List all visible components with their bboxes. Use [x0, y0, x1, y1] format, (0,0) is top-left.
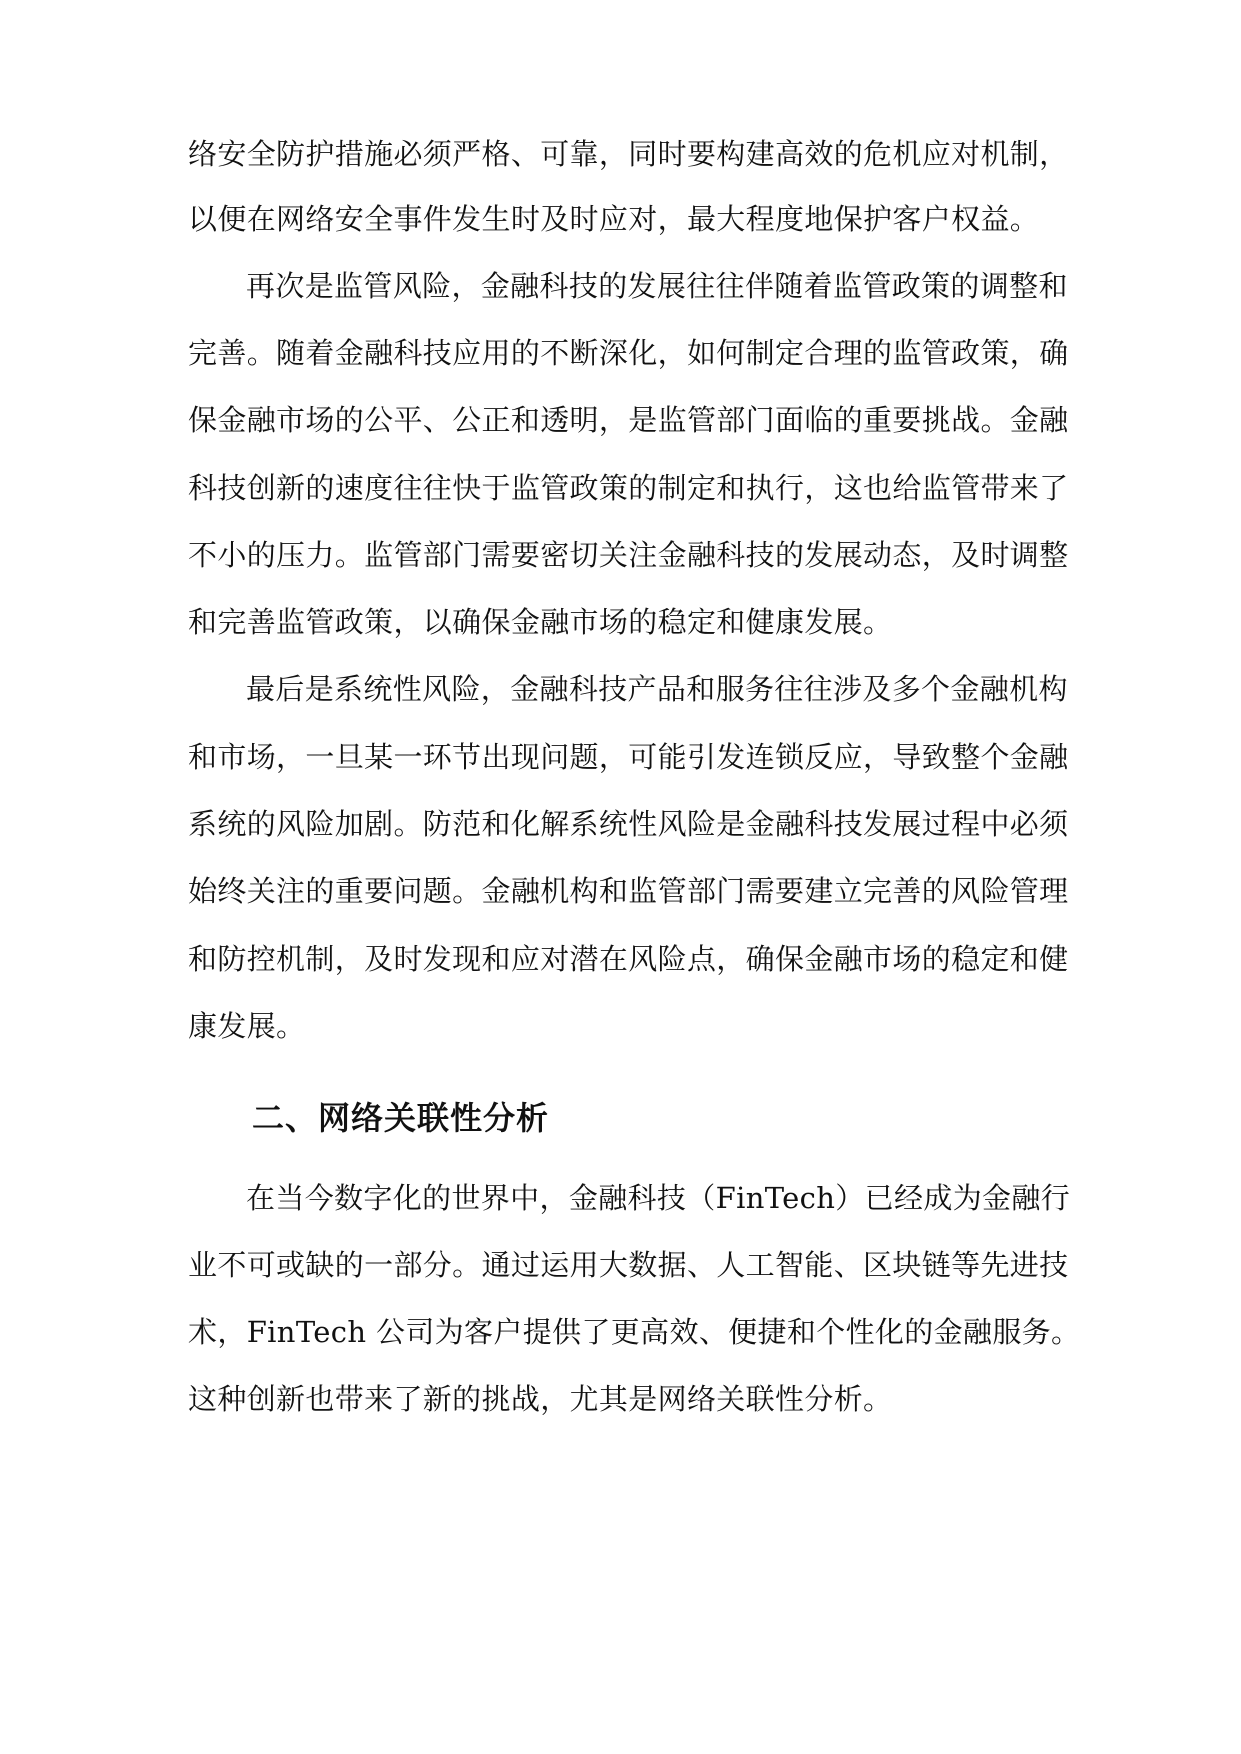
para3-line3: 系统的风险加剧。防范和化解系统性风险是金融科技发展过程中必须 [188, 807, 1069, 841]
para3-line5: 和防控机制，及时发现和应对潜在风险点，确保金融市场的稳定和健 [188, 942, 1069, 976]
para4-line4: 这种创新也带来了新的挑战，尤其是网络关联性分析。 [188, 1382, 893, 1416]
para2-line3: 保金融市场的公平、公正和透明，是监管部门面临的重要挑战。金融 [188, 403, 1069, 437]
para4-line1: 在当今数字化的世界中，金融科技（FinTech）已经成为金融行 [246, 1181, 1071, 1215]
para1-line1: 络安全防护措施必须严格、可靠，同时要构建高效的危机应对机制， [188, 137, 1069, 171]
para3-line4: 始终关注的重要问题。金融机构和监管部门需要建立完善的风险管理 [188, 874, 1069, 908]
para2-line1: 再次是监管风险，金融科技的发展往往伴随着监管政策的调整和 [246, 269, 1068, 303]
para3-line1: 最后是系统性风险，金融科技产品和服务往往涉及多个金融机构 [246, 672, 1068, 706]
para3-line2: 和市场，一旦某一环节出现问题，可能引发连锁反应，导致整个金融 [188, 740, 1069, 774]
para2-line4: 科技创新的速度往往快于监管政策的制定和执行，这也给监管带来了 [188, 471, 1069, 505]
para4-line2: 业不可或缺的一部分。通过运用大数据、人工智能、区块链等先进技 [188, 1248, 1069, 1282]
para4-line3: 术，FinTech 公司为客户提供了更高效、便捷和个性化的金融服务。 [188, 1315, 1081, 1349]
para2-line6: 和完善监管政策，以确保金融市场的稳定和健康发展。 [188, 605, 893, 639]
para3-line6: 康发展。 [188, 1009, 306, 1043]
section-heading: 二、网络关联性分析 [252, 1099, 550, 1137]
para2-line2: 完善。随着金融科技应用的不断深化，如何制定合理的监管政策，确 [188, 336, 1069, 370]
para1-line2: 以便在网络安全事件发生时及时应对，最大程度地保护客户权益。 [188, 202, 1040, 236]
para2-line5: 不小的压力。监管部门需要密切关注金融科技的发展动态，及时调整 [188, 538, 1069, 572]
